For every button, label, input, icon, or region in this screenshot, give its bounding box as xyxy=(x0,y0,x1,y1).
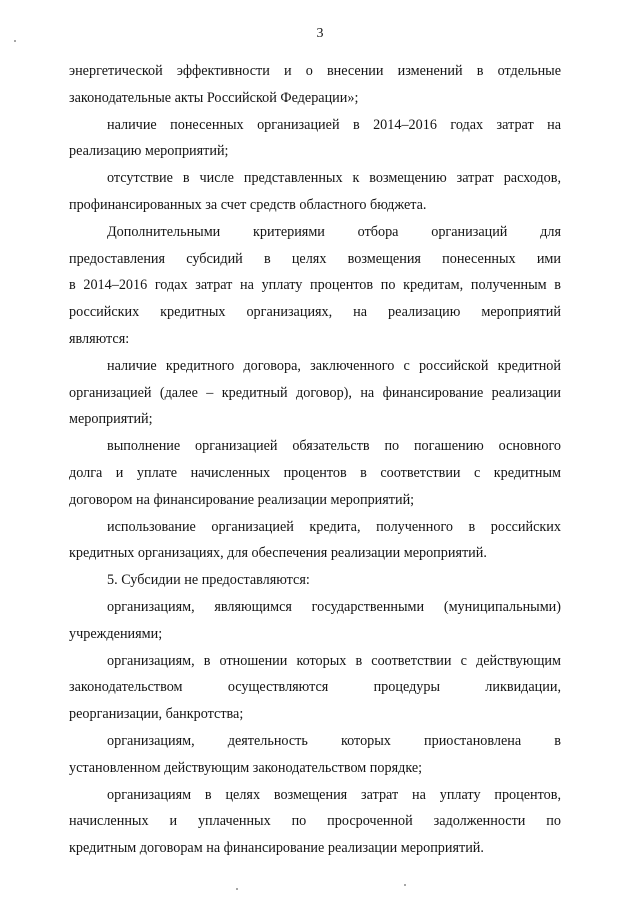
text-line: реорганизации, банкротства; xyxy=(69,706,244,723)
text-line: законодательством осуществляются процедуры ликвидации, xyxy=(69,679,561,696)
scan-speck xyxy=(14,40,16,42)
text-line: организациям, в отношении которых в соответствии с действующим xyxy=(107,652,561,669)
text-line: законодательные акты Российской Федерации»; xyxy=(69,89,359,106)
text-line: организациям, деятельность которых приостановлена в xyxy=(107,732,561,749)
text-line: профинансированных за счет средств областного бюджета. xyxy=(69,196,427,213)
text-line: договором на финансирование реализации мероприятий; xyxy=(69,491,415,508)
text-line: выполнение организацией обязательств по погашению основного xyxy=(107,438,561,455)
text-line: использование организацией кредита, полученного в российских xyxy=(107,518,561,535)
text-line: организациям, являющимся государственными (муниципальными) xyxy=(107,598,561,615)
text-line: кредитных организациях, для обеспечения реализации мероприятий. xyxy=(69,545,487,562)
scan-speck xyxy=(404,884,406,886)
text-line: организациям в целях возмещения затрат на уплату процентов, xyxy=(107,786,561,803)
text-line: 5. Субсидии не предоставляются: xyxy=(107,572,310,589)
text-line: в 2014–2016 годах затрат на уплату процентов по кредитам, полученным в xyxy=(69,277,561,294)
text-line: наличие кредитного договора, заключенного с российской кредитной xyxy=(107,357,561,374)
text-line: отсутствие в числе представленных к возмещению затрат расходов, xyxy=(107,170,561,187)
text-line: реализацию мероприятий; xyxy=(69,143,229,160)
text-line: наличие понесенных организацией в 2014–2016 годах затрат на xyxy=(107,116,561,133)
scan-speck xyxy=(236,888,238,890)
text-line: российских кредитных организациях, на реализацию мероприятий xyxy=(69,304,561,321)
text-line: предоставления субсидий в целях возмещения понесенных ими xyxy=(69,250,561,267)
text-line: кредитным договорам на финансирование реализации мероприятий. xyxy=(69,840,484,857)
text-line: мероприятий; xyxy=(69,411,153,428)
text-line: долга и уплате начисленных процентов в соответствии с кредитным xyxy=(69,464,561,481)
text-line: энергетической эффективности и о внесении изменений в отдельные xyxy=(69,63,561,79)
page-number: 3 xyxy=(316,26,324,41)
document-body xyxy=(69,58,561,862)
text-line: являются: xyxy=(69,330,130,347)
text-line: Дополнительными критериями отбора организаций для xyxy=(107,223,561,240)
text-line: организацией (далее – кредитный договор), на финансирование реализации xyxy=(69,384,561,401)
text-line: начисленных и уплаченных по просроченной задолженности по xyxy=(69,813,561,830)
text-line: учреждениями; xyxy=(69,625,163,642)
text-line: установленном действующим законодательством порядке; xyxy=(69,759,423,776)
